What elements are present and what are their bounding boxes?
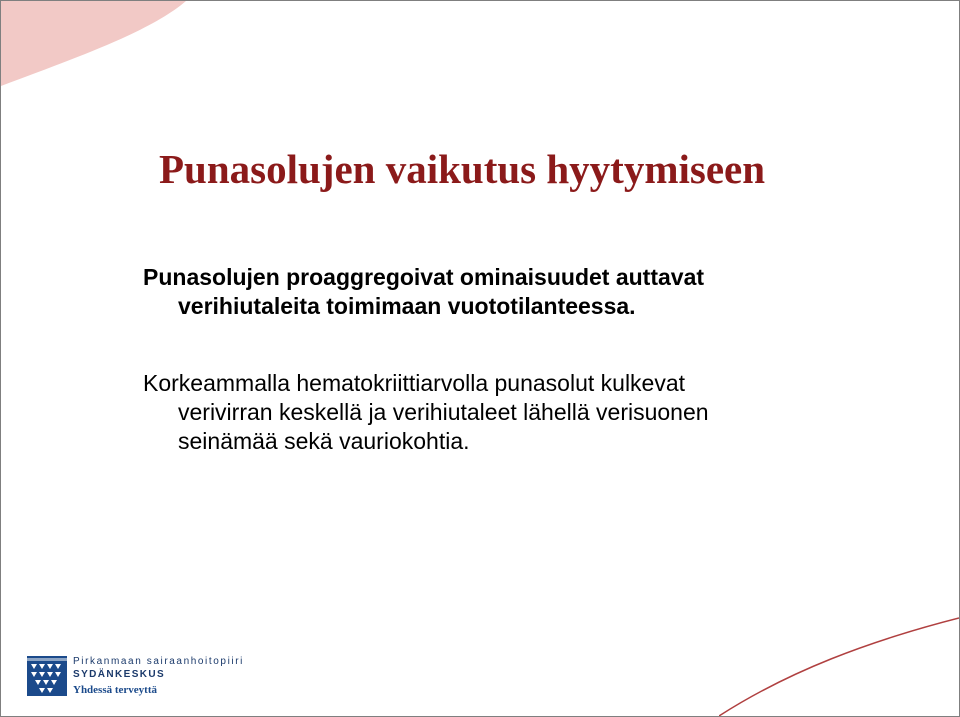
- organization-logo: [27, 656, 244, 701]
- paragraph2-line1: Korkeammalla hematokriittiarvolla punasolut kulkevat: [143, 370, 686, 396]
- paragraph-hematocrit: [143, 369, 709, 456]
- logo-unit-name: SYDÄNKESKUS: [73, 669, 166, 680]
- logo-slogan: Yhdessä terveyttä: [73, 684, 158, 696]
- paragraph-proaggregation: [143, 263, 704, 321]
- logo-organization-name: Pirkanmaan sairaanhoitopiiri: [73, 656, 244, 667]
- paragraph2-line2: verivirran keskellä ja verihiutaleet lähellä verisuonen: [178, 399, 709, 425]
- paragraph1-line2: verihiutaleita toimimaan vuototilanteessa.: [178, 293, 636, 319]
- wave-decoration: [719, 616, 959, 716]
- slide-title: Punasolujen vaikutus hyytymiseen: [159, 146, 766, 192]
- corner-decoration: [1, 1, 201, 96]
- paragraph2-line3: seinämää sekä vauriokohtia.: [178, 428, 470, 454]
- paragraph1-line1: Punasolujen proaggregoivat ominaisuudet auttavat: [143, 264, 705, 290]
- logo-mark-icon: [27, 656, 67, 696]
